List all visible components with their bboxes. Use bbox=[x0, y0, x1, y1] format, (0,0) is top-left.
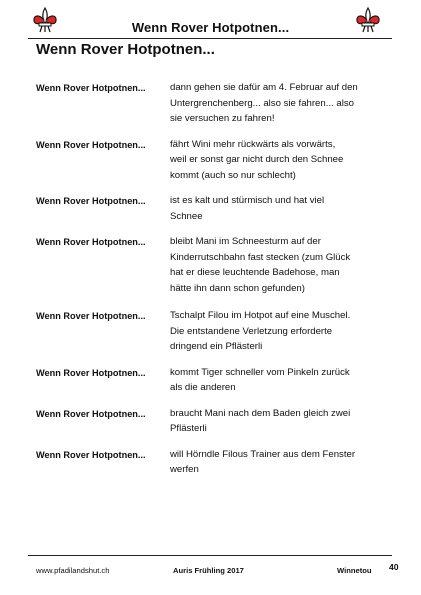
entry-lead: Wenn Rover Hotpotnen... bbox=[36, 367, 146, 378]
entry-list bbox=[36, 80, 390, 478]
entry-lead: Wenn Rover Hotpotnen... bbox=[36, 408, 146, 419]
entry-lead: Wenn Rover Hotpotnen... bbox=[36, 311, 146, 321]
entry-line: Untergrenchenberg... also sie fahren... also bbox=[170, 97, 354, 109]
entry-text bbox=[170, 365, 390, 396]
entry-lead: Wenn Rover Hotpotnen... bbox=[36, 83, 146, 93]
entry-line: Kinderrutschbahn fast stecken (zum Glück bbox=[170, 251, 351, 263]
entry-text bbox=[170, 308, 390, 355]
entry-line: Schnee bbox=[170, 210, 203, 222]
entry-line: Die entstandene Verletzung erforderte bbox=[170, 325, 333, 337]
entry-line: Pflästerli bbox=[170, 423, 207, 434]
entry-text bbox=[170, 80, 390, 127]
entry bbox=[36, 193, 390, 224]
footer-website-link[interactable]: www.pfadilandshut.ch bbox=[36, 566, 110, 575]
entry bbox=[36, 406, 390, 437]
entry-line: werfen bbox=[170, 464, 199, 475]
entry bbox=[36, 365, 390, 396]
entry-line: will Hörndle Filous Trainer aus dem Fenster bbox=[170, 448, 356, 460]
page-title: Wenn Rover Hotpotnen... bbox=[36, 41, 215, 58]
entry-line: hätte ihn dann schon gefunden) bbox=[170, 282, 305, 294]
entry-line: fährt Wini mehr rückwärts als vorwärts, bbox=[170, 138, 336, 150]
page-number: 40 bbox=[389, 562, 399, 572]
entry-line: als die anderen bbox=[170, 382, 236, 393]
header-title: Wenn Rover Hotpotnen... bbox=[131, 20, 290, 35]
entry-text bbox=[170, 137, 390, 184]
footer-section: Winnetou bbox=[337, 566, 372, 575]
entry-line: ist es kalt und stürmisch und hat viel bbox=[170, 195, 325, 206]
entry-text bbox=[170, 193, 390, 224]
entry-line: sie versuchen zu fahren! bbox=[170, 113, 275, 124]
entry-line: weil er sonst gar nicht durch den Schnee bbox=[170, 154, 344, 165]
entry-line: dringend ein Pflästerli bbox=[170, 341, 263, 352]
header-divider bbox=[28, 38, 392, 39]
entry bbox=[36, 137, 390, 184]
entry-line: hat er diese leuchtende Badehose, man bbox=[170, 267, 340, 278]
entry-text bbox=[170, 406, 390, 437]
entry bbox=[36, 447, 390, 478]
entry bbox=[36, 80, 390, 127]
entry-text bbox=[170, 447, 390, 478]
entry-lead: Wenn Rover Hotpotnen... bbox=[36, 139, 146, 150]
entry-text bbox=[170, 234, 390, 296]
entry-line: braucht Mani nach dem Baden gleich zwei bbox=[170, 407, 351, 419]
entry-line: bleibt Mani im Schneesturm auf der bbox=[170, 236, 321, 247]
entry bbox=[36, 234, 390, 296]
entry-line: kommt Tiger schneller vom Pinkeln zurück bbox=[170, 366, 350, 378]
entry-lead: Wenn Rover Hotpotnen... bbox=[36, 196, 146, 206]
footer-divider bbox=[28, 555, 392, 556]
footer-issue: Auris Frühling 2017 bbox=[173, 566, 244, 575]
entry-lead: Wenn Rover Hotpotnen... bbox=[36, 237, 146, 247]
entry-line: kommt (auch so nur schlecht) bbox=[170, 169, 296, 181]
entry-lead: Wenn Rover Hotpotnen... bbox=[36, 449, 146, 460]
entry-line: Tschalpt Filou im Hotpot auf eine Muschel. bbox=[170, 310, 351, 321]
entry bbox=[36, 308, 390, 355]
entry-line: dann gehen sie dafür am 4. Februar auf den bbox=[170, 82, 358, 93]
